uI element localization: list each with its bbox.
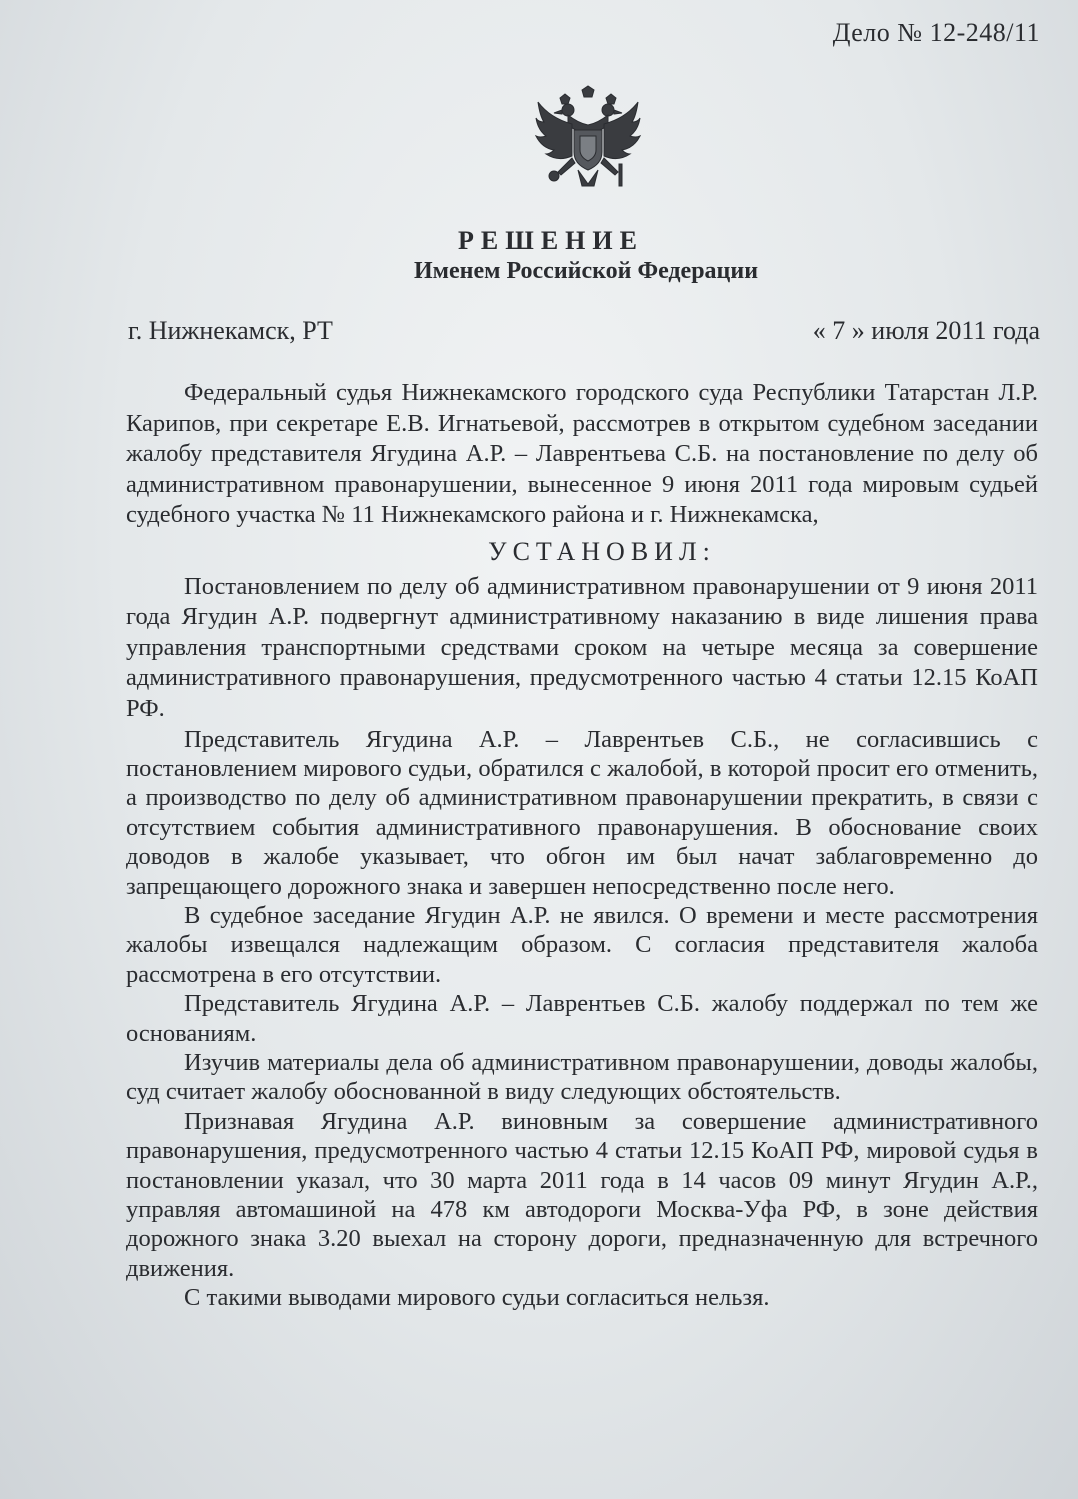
document-subtitle: Именем Российской Федерации	[413, 258, 759, 284]
place-date-line	[128, 316, 1040, 346]
body-paragraph: В судебное заседание Ягудин А.Р. не явился. О времени и месте рассмотрения жалобы извещался надлежащим образом. С согласия представителя жалоба рассмотрена в его отсутствии.	[126, 901, 1038, 988]
intro-paragraph: Федеральный судья Нижнекамского городского суда Республики Татарстан Л.Р. Карипов, при секретаре Е.В. Игнатьевой, рассмотрев в открытом судебном заседании жалобу представителя Ягудина А.Р. – Лаврентьева С.Б. на постановление по делу об административном правонарушении, вынесенное 9 июня 2011 года мировым судьей судебного участка № 11 Нижнекамского района и г. Нижнекамска,	[126, 379, 1038, 529]
russian-double-headed-eagle-icon	[532, 84, 644, 196]
body-paragraph: Изучив материалы дела об административном правонарушении, доводы жалобы, суд считает жалобу обоснованной в виду следующих обстоятельств.	[126, 1049, 1038, 1106]
date: « 7 » июля 2011 года	[812, 316, 1040, 345]
body-paragraph: Представитель Ягудина А.Р. – Лаврентьев С.Б., не согласившись с постановлением мирового судьи, обратился с жалобой, в которой просит его отменить, а производство по делу об административном правонарушении прекратить, в связи с отсутствием события административного правонарушения. В обоснование своих доводов в жалобе указывает, что обгон им был начат заблаговременно до запрещающего дорожного знака и завершен непосредственно после него.	[126, 725, 1038, 900]
case-number: Дело № 12-248/11	[832, 18, 1040, 47]
document-body	[126, 378, 1038, 1313]
place: г. Нижнекамск, РТ	[128, 316, 333, 345]
document-title: РЕШЕНИЕ	[458, 226, 644, 255]
body-paragraph: Признавая Ягудина А.Р. виновным за совершение административного правонарушения, предусмотренного частью 4 статьи 12.15 КоАП РФ, мировой судья в постановлении указал, что 30 марта 2011 года в 14 часов 09 минут Ягудин А.Р., управляя автомашиной на 478 км автодороги Москва-Уфа РФ, в зоне действия дорожного знака 3.20 выехал на сторону дороги, предназначенную для встречного движения.	[126, 1107, 1038, 1282]
body-paragraph: С такими выводами мирового судьи согласиться нельзя.	[184, 1284, 770, 1312]
section-heading: УСТАНОВИЛ:	[488, 536, 716, 566]
body-paragraph: Постановлением по делу об административном правонарушении от 9 июня 2011 года Ягудин А.Р. подвергнут административному наказанию в виде лишения права управления транспортными средствами сроком на четыре месяца за совершение административного правонарушения, предусмотренного частью 4 статьи 12.15 КоАП РФ.	[126, 572, 1038, 722]
body-paragraph: Представитель Ягудина А.Р. – Лаврентьев С.Б. жалобу поддержал по тем же основаниям.	[126, 990, 1038, 1047]
